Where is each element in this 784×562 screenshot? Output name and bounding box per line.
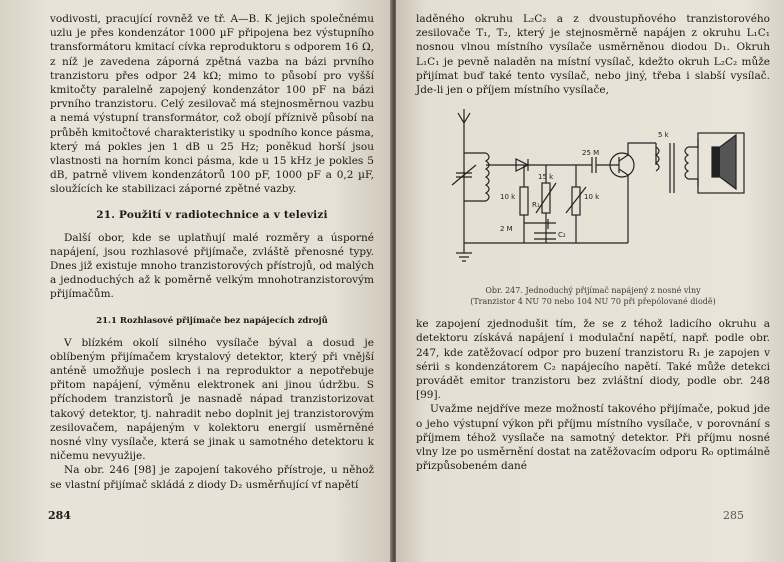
section-heading: 21. Použití v radiotechnice a v televizi bbox=[96, 208, 328, 221]
left-paragraph-3: V blízkém okolí silného vysílače býval a dosud je oblíbeným přijímačem krystalový detektor, který při vnější anténě umožňuje poslech i na reproduktor a nepotřebuje přitom napájení, výměnu elektronek ani jinou údržbu. S příchodem tranzistorů je nasnadě nápad tranzistorizovat takový detektor, tj. nahradit nebo doplnit jej tranzistorovým zesilovačem, napájeným v kolektoru energií usměrněné nosné vlny vysílače, která se jinak u samotného detektoru k ničemu nevyužije. bbox=[50, 336, 374, 463]
left-page-number: 284 bbox=[48, 509, 71, 522]
speaker-icon bbox=[712, 147, 720, 177]
figure-caption-line-2: (Tranzistor 4 NU 70 nebo 104 NU 70 při přepólované diodě) bbox=[470, 297, 716, 307]
circuit-figure bbox=[416, 103, 770, 283]
capacitor-2m bbox=[534, 233, 556, 239]
label-r3: 10 k bbox=[584, 193, 600, 202]
left-paragraph-2: Další obor, kde se uplatňují malé rozměry a úsporné napájení, jsou rozhlasové přijímače, zvláště přenosné typy. Dnes již existuje mnoho tranzistorových přístrojů, od malých a jednoduchých až k poměrně velkým mnohotranzistorovým přijímačům. bbox=[50, 231, 374, 301]
right-page-number: 285 bbox=[723, 509, 744, 522]
tuning-coil bbox=[486, 153, 489, 201]
label-r1: 15 k bbox=[538, 173, 554, 182]
figure-caption bbox=[416, 285, 770, 307]
figure-caption-line-1: Obr. 247. Jednoduchý přijímač napájený z nosné vlny bbox=[485, 286, 701, 296]
left-paragraph-4: Na obr. 246 [98] je zapojení takového přístroje, u něhož se vlastní přijímač skládá z diody D₂ usměrňující vf napětí bbox=[50, 464, 374, 491]
left-paragraph-1: vodivosti, pracující rovněž ve tř. A—B. K jejich společnému uzlu je přes kondenzátor 1000 µF připojena bez výstupního transformátoru kmitací cívka reproduktoru s odporem 16 Ω, z níž je zavedena záporná zpětná vazba na bázi prvního tranzistoru přes odpor 24 kΩ; mimo to působí pro vyšší kmitočty paralelně zapojený kondenzátor 100 pF na bázi prvního tranzistoru. Celý zesilovač má stejnosměrnou vazbu a nemá výstupní transformátor, což obojí příznivě působí na průběh kmitočtové charakteristiky u spodního konce pásma, který má pokles jen 1 dB u 25 Hz; poněkud horší jsou vlastnosti na horním konci pásma, kde u 15 kHz je pokles 5 dB, patrně vlivem kondenzátorů 100 pF, 1000 pF a 0,2 µF, sloužících ke stabilizaci záporné zpětné vazby. bbox=[50, 13, 374, 196]
ground-icon bbox=[456, 243, 472, 261]
right-paragraph-2: ke zapojení zjednodušit tím, že se z téhož ladicího okruhu a detektoru získává napájení i modulační napětí, např. podle obr. 247, kde zatěžovací odpor pro buzení tranzistoru R₁ je zapojen v sérii s kondenzátorem C₂ napájecího napětí. Také může detekci provádět emitor tranzistoru bez zvláštní diody, podle obr. 248 [99]. bbox=[416, 318, 770, 402]
label-c-symbol: C₂ bbox=[558, 231, 566, 240]
right-paragraph-3: Uvažme nejdříve meze možností takového přijímače, pokud jde o jeho výstupní výkon při příjmu místního vysílače, v porovnání s příjmem téhož vysílače na samotný detektor. Při příjmu nosné vlny lze po usměrnění dostat na zatěžovacím odporu R₀ optimálně přizpůsobeném dané bbox=[416, 403, 770, 473]
right-paragraph-1: laděného okruhu L₂C₂ a z dvoustupňového tranzistorového zesilovače T₁, T₂, který je stejnosměrně napájen z okruhu L₁C₁ nosnou vlnou místního vysílače usměrněnou diodou D₁. Okruh L₁C₁ je pevně naladěn na místní vysílač, kdežto okruh L₂C₂ může přijímat buď také tento vysílač, nebo jiný, třeba i slabší vysílač. Jde-li jen o příjem místního vysílače, bbox=[416, 13, 770, 97]
subsection-heading: 21.1 Rozhlasové přijímače bez napájecích zdrojů bbox=[96, 315, 328, 326]
capacitor-25m bbox=[576, 157, 612, 173]
label-r-symbol: R₁ bbox=[532, 201, 540, 210]
resistor-10k-a bbox=[520, 187, 528, 215]
circuit-diagram bbox=[416, 103, 770, 283]
label-c1: 25 M bbox=[582, 149, 600, 158]
resistor-10k-b bbox=[572, 187, 580, 215]
label-c2: 2 M bbox=[500, 225, 513, 234]
transformer-secondary bbox=[685, 147, 688, 179]
label-r2: 10 k bbox=[500, 193, 516, 202]
label-transformer: 5 k bbox=[658, 131, 669, 140]
right-page bbox=[396, 0, 784, 562]
antenna-icon bbox=[458, 109, 470, 143]
